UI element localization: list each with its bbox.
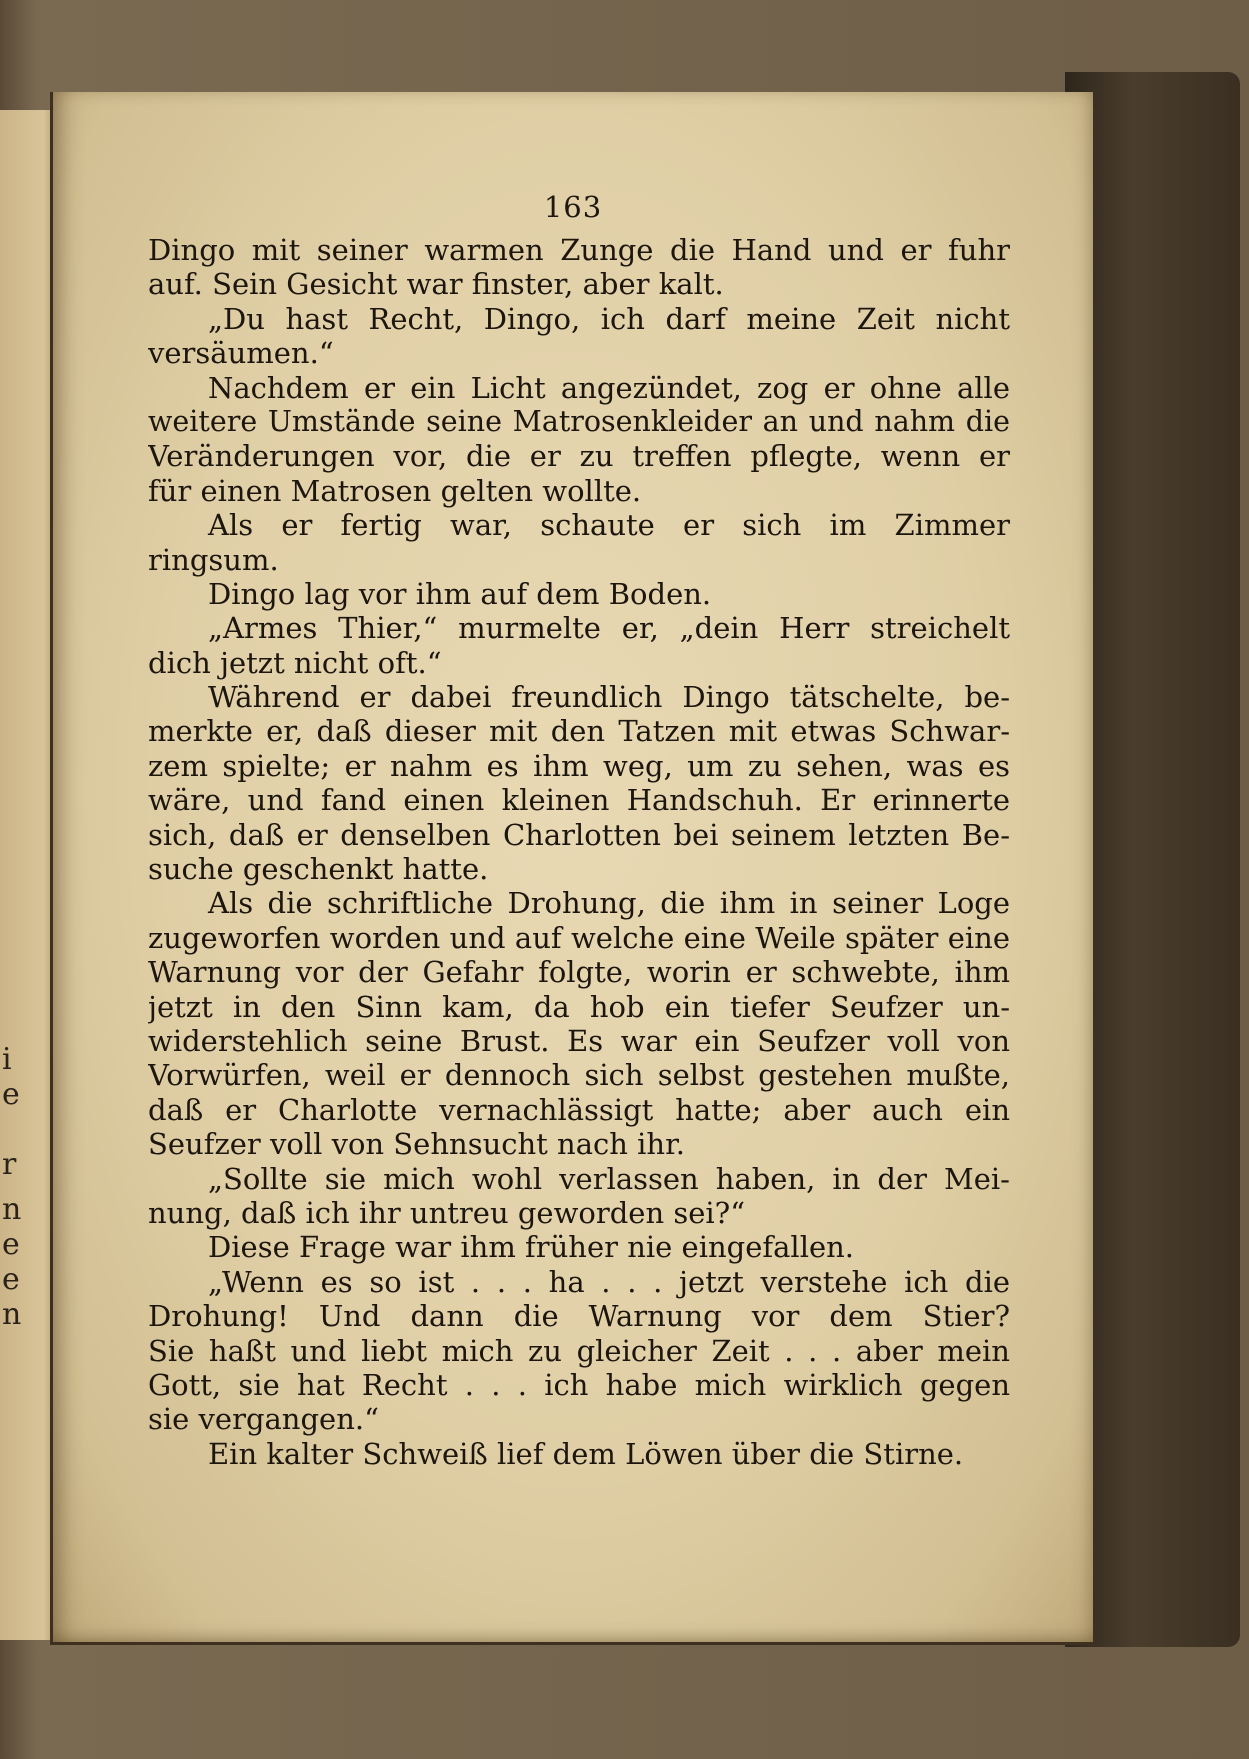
- text-line: „Wenn es so ist . . . ha . . . jetzt verstehe ich die: [208, 1264, 1010, 1299]
- text-line: weitere Umstände seine Matrosenkleider an und nahm die: [148, 404, 1010, 438]
- text-line: Dingo lag vor ihm auf dem Boden.: [208, 576, 712, 611]
- book-page: [50, 92, 1093, 1645]
- text-line: suche geschenkt hatte.: [148, 852, 489, 887]
- text-line: Ein kalter Schweiß lief dem Löwen über die Stirne.: [208, 1436, 964, 1471]
- text-line: Als die schriftliche Drohung, die ihm in seiner Loge: [208, 886, 1010, 921]
- left-page-fragment: e: [2, 1262, 20, 1297]
- left-page-fragment: i: [2, 1042, 12, 1077]
- text-line: Warnung vor der Gefahr folgte, worin er schwebte, ihm: [148, 955, 1010, 990]
- text-line: Seufzer voll von Sehnsucht nach ihr.: [148, 1127, 685, 1162]
- text-line: „Du hast Recht, Dingo, ich darf meine Zeit nicht: [208, 301, 1010, 336]
- left-page-fragment: r: [2, 1147, 17, 1182]
- text-line: zugeworfen worden und auf welche eine Weile später eine: [148, 920, 1010, 955]
- text-line: Gott, sie hat Recht . . . ich habe mich wirklich gegen: [148, 1367, 1010, 1402]
- text-line: Nachdem er ein Licht angezündet, zog er ohne alle: [208, 370, 1010, 405]
- text-line: Sie haßt und liebt mich zu gleicher Zeit . . . aber mein: [148, 1333, 1010, 1368]
- text-line: „Armes Thier,“ murmelte er, „dein Herr streichelt: [208, 611, 1010, 646]
- page-number: 163: [543, 190, 603, 224]
- left-page-fragment: e: [2, 1077, 20, 1112]
- left-page-fragment: e: [2, 1227, 20, 1262]
- text-line: zem spielte; er nahm es ihm weg, um zu sehen, was es: [148, 748, 1010, 783]
- text-line: ringsum.: [148, 542, 279, 577]
- left-page-fragment: n: [2, 1192, 22, 1227]
- text-line: Diese Frage war ihm früher nie eingefallen.: [208, 1230, 855, 1265]
- text-line: „Sollte sie mich wohl verlassen haben, in der Mei-: [208, 1161, 1010, 1196]
- text-line: Dingo mit seiner warmen Zunge die Hand und er fuhr: [148, 233, 1010, 267]
- text-line: wäre, und fand einen kleinen Handschuh. Er erinnerte: [148, 783, 1010, 818]
- left-page-fragment: n: [2, 1297, 22, 1332]
- text-line: dich jetzt nicht oft.“: [148, 645, 442, 680]
- page-text: [148, 233, 1010, 1471]
- text-line: Als er fertig war, schaute er sich im Zimmer: [208, 508, 1010, 543]
- text-line: daß er Charlotte vernachlässigt hatte; aber auch ein: [148, 1092, 1010, 1127]
- text-line: nung, daß ich ihr untreu geworden sei?“: [148, 1195, 746, 1230]
- text-line: merkte er, daß dieser mit den Tatzen mit etwas Schwar-: [148, 714, 1010, 749]
- text-line: Während er dabei freundlich Dingo tätschelte, be-: [208, 680, 1010, 715]
- text-line: auf. Sein Gesicht war finster, aber kalt.: [148, 267, 724, 302]
- text-line: Drohung! Und dann die Warnung vor dem Stier?: [148, 1299, 1010, 1334]
- text-line: sie vergangen.“: [148, 1402, 379, 1437]
- text-line: widerstehlich seine Brust. Es war ein Seufzer voll von: [148, 1023, 1010, 1058]
- text-line: versäumen.“: [148, 336, 334, 371]
- text-line: für einen Matrosen gelten wollte.: [148, 473, 642, 508]
- text-line: Veränderungen vor, die er zu treffen pflegte, wenn er: [148, 439, 1010, 474]
- text-line: sich, daß er denselben Charlotten bei seinem letzten Be-: [148, 817, 1010, 852]
- text-line: Vorwürfen, weil er dennoch sich selbst gestehen mußte,: [148, 1058, 1010, 1093]
- text-line: jetzt in den Sinn kam, da hob ein tiefer Seufzer un-: [148, 989, 1010, 1024]
